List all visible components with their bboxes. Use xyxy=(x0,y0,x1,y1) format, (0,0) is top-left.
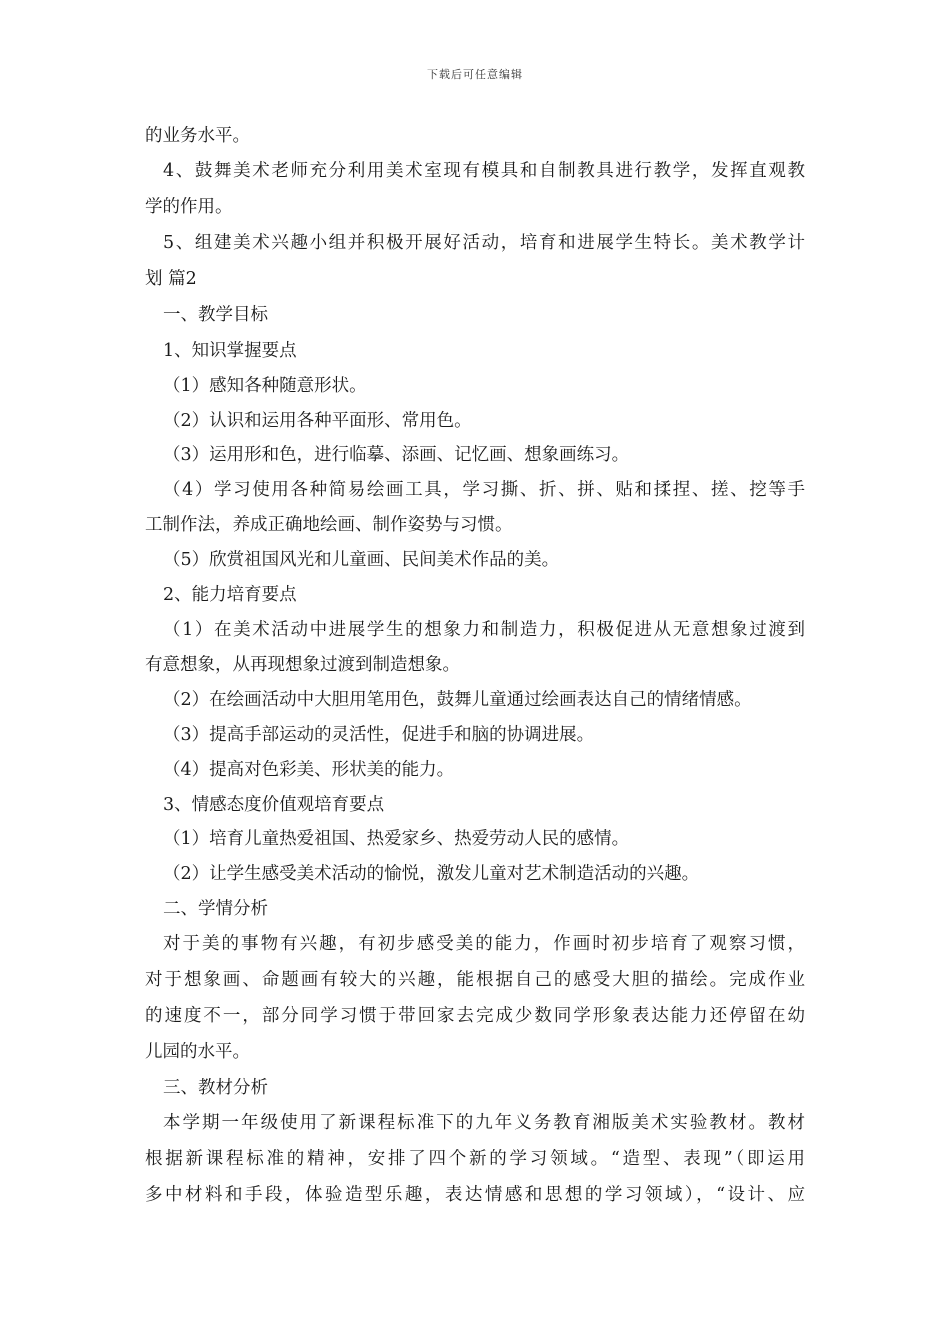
subsection-heading: 2、能力培育要点 xyxy=(163,585,297,605)
text-line: 本学期一年级使用了新课程标准下的九年义务教育湘版美术实验教材。教材 xyxy=(163,1113,805,1133)
page-header: 下载后可任意编辑 xyxy=(427,68,523,81)
text-line: 的速度不一，部分同学习惯于带回家去完成少数同学形象表达能力还停留在幼 xyxy=(145,1006,805,1026)
text-line: 4、鼓舞美术老师充分利用美术室现有模具和自制教具进行教学，发挥直观教 xyxy=(163,161,805,181)
text-line: （3）运用形和色，进行临摹、添画、记忆画、想象画练习。 xyxy=(163,445,630,465)
text-line: 5、组建美术兴趣小组并积极开展好活动，培育和进展学生特长。美术教学计 xyxy=(163,233,805,253)
text-line: （2）在绘画活动中大胆用笔用色，鼓舞儿童通过绘画表达自己的情绪情感。 xyxy=(163,690,752,710)
text-line: （3）提高手部运动的灵活性，促进手和脑的协调进展。 xyxy=(163,725,595,745)
text-line: 划 篇2 xyxy=(145,269,197,289)
text-line: 学的作用。 xyxy=(145,197,233,217)
text-line: （1）在美术活动中进展学生的想象力和制造力，积极促进从无意想象过渡到 xyxy=(163,620,805,640)
section-heading: 二、学情分析 xyxy=(163,899,268,919)
text-line: （4）学习使用各种简易绘画工具，学习撕、折、拼、贴和揉捏、搓、挖等手 xyxy=(163,480,805,500)
text-line: （2）认识和运用各种平面形、常用色。 xyxy=(163,411,472,431)
text-line: 有意想象，从再现想象过渡到制造想象。 xyxy=(145,655,460,675)
text-line: 对于美的事物有兴趣，有初步感受美的能力，作画时初步培育了观察习惯， xyxy=(163,934,805,954)
text-line: （1）感知各种随意形状。 xyxy=(163,376,367,396)
text-line: 多中材料和手段，体验造型乐趣，表达情感和思想的学习领域），“设计、应 xyxy=(145,1185,805,1205)
text-line: 工制作法，养成正确地绘画、制作姿势与习惯。 xyxy=(145,515,513,535)
text-line: 根据新课程标准的精神，安排了四个新的学习领域。“造型、表现”（即运用 xyxy=(145,1149,805,1169)
text-line: （4）提高对色彩美、形状美的能力。 xyxy=(163,760,455,780)
text-line: （2）让学生感受美术活动的愉悦，激发儿童对艺术制造活动的兴趣。 xyxy=(163,864,700,884)
subsection-heading: 1、知识掌握要点 xyxy=(163,341,297,361)
section-heading: 三、教材分析 xyxy=(163,1078,268,1098)
section-heading: 一、教学目标 xyxy=(163,305,268,325)
text-line: 儿园的水平。 xyxy=(145,1042,250,1062)
text-line: （1）培育儿童热爱祖国、热爱家乡、热爱劳动人民的感情。 xyxy=(163,829,630,849)
text-line: 的业务水平。 xyxy=(145,126,250,146)
text-line: 对于想象画、命题画有较大的兴趣，能根据自己的感受大胆的描绘。完成作业 xyxy=(145,970,805,990)
subsection-heading: 3、情感态度价值观培育要点 xyxy=(163,795,385,815)
text-line: （5）欣赏祖国风光和儿童画、民间美术作品的美。 xyxy=(163,550,560,570)
